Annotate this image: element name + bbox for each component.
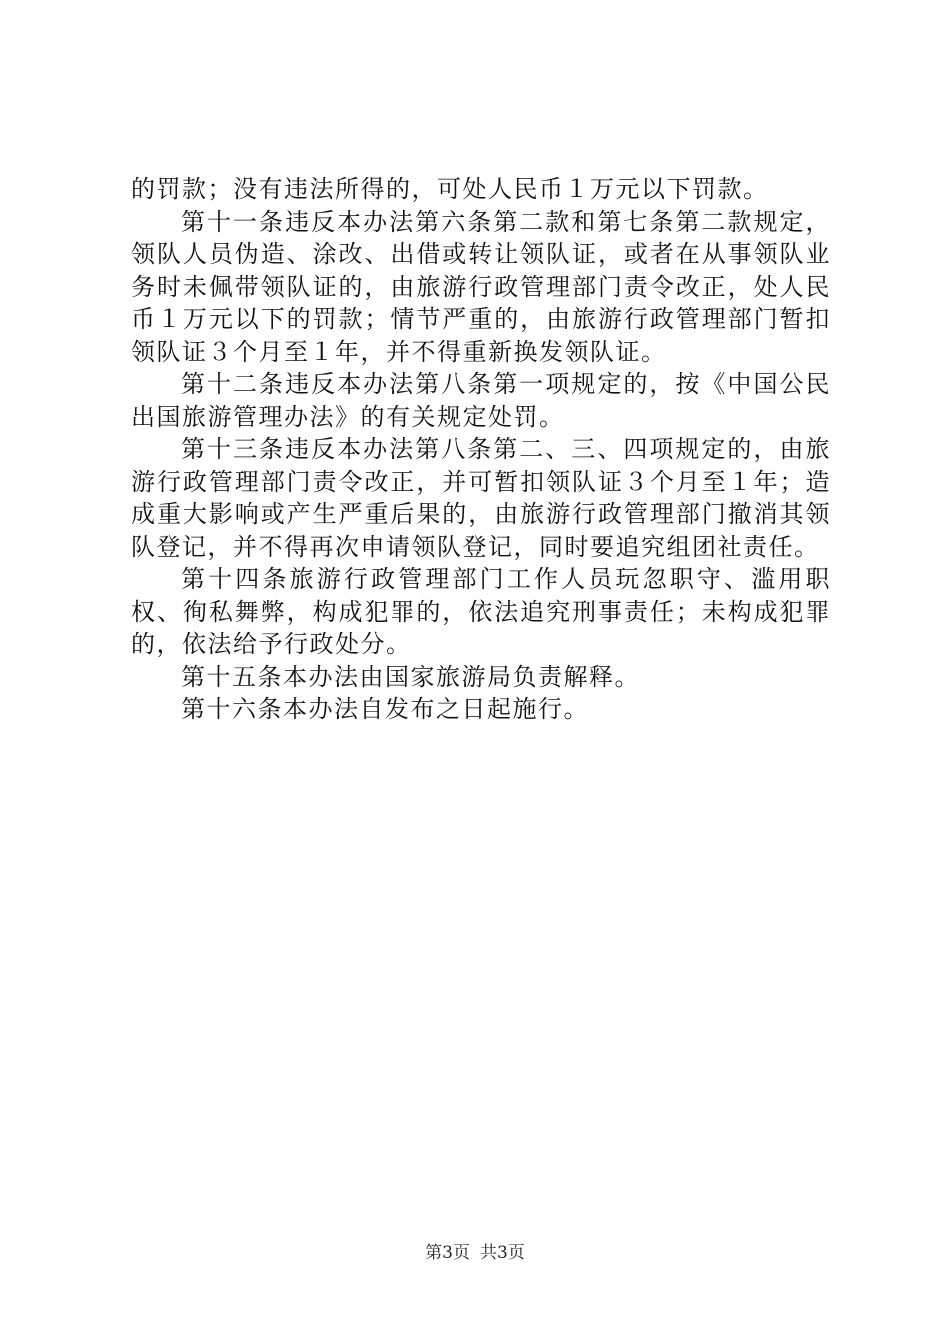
page-number: 第3页: [425, 1243, 470, 1263]
paragraph-article-14: 第十四条旅游行政管理部门工作人员玩忽职守、滥用职权、徇私舞弊，构成犯罪的，依法追究刑事责任；未构成犯罪的，依法给予行政处分。: [131, 565, 831, 658]
paragraph-article-12: 第十二条违反本办法第八条第一项规定的，按《中国公民出国旅游管理办法》的有关规定处罚。: [131, 370, 831, 431]
page-total: 共3页: [480, 1243, 525, 1263]
paragraph-article-13: 第十三条违反本办法第八条第二、三、四项规定的，由旅游行政管理部门责令改正，并可暂扣领队证３个月至１年；造成重大影响或产生严重后果的，由旅游行政管理部门撤消其领队登记，并不得再次申请领队登记，同时要追究组团社责任。: [131, 435, 831, 561]
paragraph-article-16: 第十六条本办法自发布之日起施行。: [181, 695, 589, 723]
paragraph-article-11: 第十一条违反本办法第六条第二款和第七条第二款规定，领队人员伪造、涂改、出借或转让领队证，或者在从事领队业务时未佩带领队证的，由旅游行政管理部门责令改正，处人民币１万元以下的罚款；情节严重的，由旅游行政管理部门暂扣领队证３个月至１年，并不得重新换发领队证。: [131, 207, 831, 366]
page-footer: [0, 1242, 950, 1264]
paragraph-article-15: 第十五条本办法由国家旅游局负责解释。: [181, 662, 640, 691]
document-body: [131, 173, 831, 726]
paragraph-continuation: 的罚款；没有违法所得的，可处人民币１万元以下罚款。: [131, 175, 769, 203]
